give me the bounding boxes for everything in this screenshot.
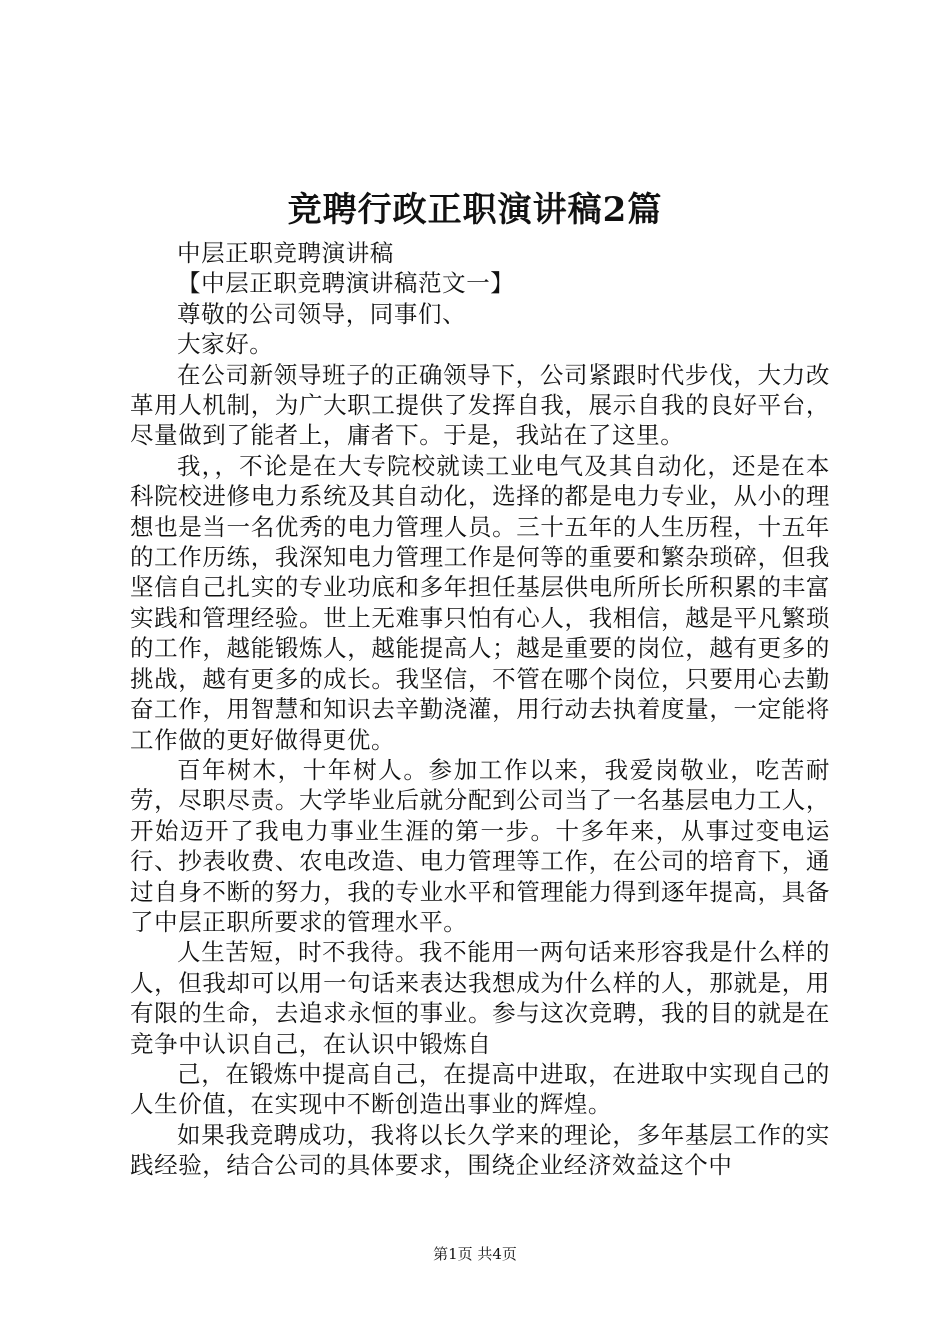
paragraph: 己，在锻炼中提高自己，在提高中进取，在进取中实现自己的人生价值，在实现中不断创造出事业的辉煌。: [130, 1059, 830, 1119]
paragraph: 【中层正职竞聘演讲稿范文一】: [177, 269, 515, 298]
document-body: [130, 238, 830, 1181]
paragraph: 我，，不论是在大专院校就读工业电气及其自动化，还是在本科院校进修电力系统及其自动化，选择的都是电力专业，从小的理想也是当一名优秀的电力管理人员。三十五年的人生历程，十五年的工作历练，我深知电力管理工作是何等的重要和繁杂琐碎，但我坚信自己扎实的专业功底和多年担任基层供电所所长所积累的丰富实践和管理经验。世上无难事只怕有心人，我相信，越是平凡繁琐的工作，越能锻炼人，越能提高人；越是重要的岗位，越有更多的挑战，越有更多的成长。我坚信，不管在哪个岗位，只要用心去勤奋工作，用智慧和知识去辛勤浇灌，用行动去执着度量，一定能将工作做的更好做得更优。: [130, 451, 830, 754]
paragraph: 尊敬的公司领导，同事们、: [177, 299, 467, 328]
paragraph: 人生苦短，时不我待。我不能用一两句话来形容我是什么样的人，但我却可以用一句话来表达我想成为什么样的人，那就是，用有限的生命，去追求永恒的事业。参与这次竞聘，我的目的就是在竞争中认识自己，在认识中锻炼自: [130, 938, 830, 1058]
paragraph: 大家好。: [177, 330, 274, 359]
page-footer: 第1页 共4页: [433, 1245, 517, 1263]
document-title: 竞聘行政正职演讲稿2篇: [287, 190, 663, 230]
paragraph: 在公司新领导班子的正确领导下，公司紧跟时代步伐，大力改革用人机制，为广大职工提供了发挥自我，展示自我的良好平台，尽量做到了能者上，庸者下。于是，我站在了这里。: [130, 360, 830, 450]
paragraph: 如果我竞聘成功，我将以长久学来的理论，多年基层工作的实践经验，结合公司的具体要求，围绕企业经济效益这个中: [130, 1120, 830, 1180]
paragraph: 百年树木，十年树人。参加工作以来，我爱岗敬业，吃苦耐劳，尽职尽责。大学毕业后就分配到公司当了一名基层电力工人，开始迈开了我电力事业生涯的第一步。十多年来，从事过变电运行、抄表收费、农电改造、电力管理等工作，在公司的培育下，通过自身不断的努力，我的专业水平和管理能力得到逐年提高，具备了中层正职所要求的管理水平。: [130, 755, 830, 936]
paragraph: 中层正职竞聘演讲稿: [177, 239, 394, 267]
